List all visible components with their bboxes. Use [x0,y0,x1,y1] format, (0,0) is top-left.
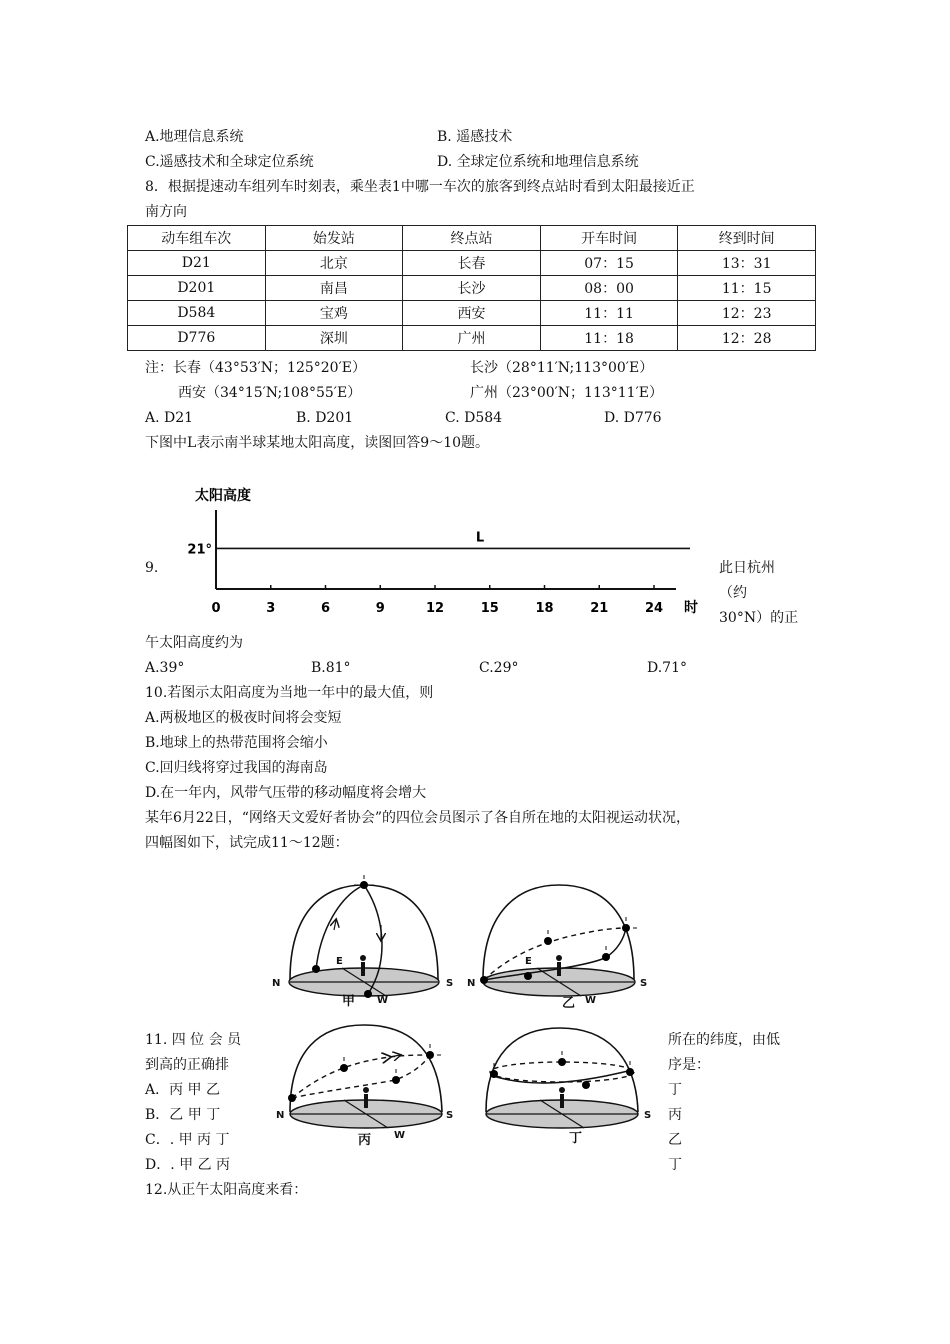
q11-option-d: D．. 甲 乙 丙 [145,1157,231,1173]
q11-option-a-end: 丁 [668,1082,682,1098]
q8-option-d: D. D776 [604,410,662,426]
q8-note-xian: 西安（34°15′N;108°55′E） [178,385,362,401]
table-header: 始发站 [265,226,403,251]
x-tick-label: 12 [425,601,445,616]
label-n: N [272,978,281,989]
x-tick-label: 15 [480,601,499,616]
table-cell: 长春 [403,251,541,276]
table-cell: 南昌 [265,276,403,301]
label-w: W [377,995,389,1006]
table-cell: 08：00 [540,276,678,301]
q9-option-c: C.29° [479,660,519,676]
q8-stem: 8．根据提速动车组列车时刻表，乘坐表1中哪一车次的旅客到终点站时看到太阳最接近正 [145,179,695,195]
intro-11-12: 某年6月22日，“网络天文爱好者协会”的四位会员图示了各自所在地的太阳视运动状况， [145,810,691,826]
q7-option-b: B. 遥感技术 [437,129,513,145]
q10-option-c: C.回归线将穿过我国的海南岛 [145,760,328,776]
table-header: 终到时间 [678,226,816,251]
table-cell: D584 [128,301,266,326]
dome-bing [276,1025,453,1148]
dome-caption-ding: 丁 [569,1131,583,1146]
q8-stem-cont: 南方向 [145,204,187,220]
q9-right-text-3: 30°N）的正 [719,610,799,626]
q10-option-a: A.两极地区的极夜时间将会变短 [145,710,342,726]
q8-note-changchun: 注：长春（43°53′N；125°20′E） [145,360,366,376]
label-s: S [446,1110,454,1121]
label-w: W [585,995,597,1006]
table-cell: 11：15 [678,276,816,301]
q11-stem-left-1: 11. 四 位 会 员 [145,1032,242,1048]
q11-option-c: C．. 甲 丙 丁 [145,1132,230,1148]
table-cell: 13：31 [678,251,816,276]
dome-caption-yi: 乙 [562,996,576,1011]
x-tick-label: 3 [266,601,276,616]
table-cell: 宝鸡 [265,301,403,326]
q8-note-changsha: 长沙（28°11′N;113°00′E） [470,360,654,376]
q11-option-c-end: 乙 [668,1132,682,1148]
table-cell: 西安 [403,301,541,326]
q7-option-a: A.地理信息系统 [145,129,244,145]
series-label-l: L [475,530,485,546]
label-n: N [467,978,476,989]
q9-right-text-2: （约 [719,585,747,601]
table-cell: 广州 [403,326,541,351]
x-tick-label: 18 [535,601,554,616]
q11-stem-left-2: 到高的正确排 [145,1057,229,1073]
table-cell: 12：28 [678,326,816,351]
q7-option-d: D. 全球定位系统和地理信息系统 [437,154,639,170]
label-w: W [394,1130,406,1141]
y-axis-label: 太阳高度 [195,488,251,504]
dome-caption-bing: 丙 [358,1133,372,1148]
table-cell: 07：15 [540,251,678,276]
q7-option-c: C.遥感技术和全球定位系统 [145,154,314,170]
label-e: E [525,956,532,967]
q12-stem: 12.从正午太阳高度来看： [145,1182,308,1198]
x-tick-label: 6 [320,601,331,616]
q9-right-text-1: 此日杭州 [719,560,775,576]
y-tick-label: 21° [187,542,212,558]
table-cell: 12：23 [678,301,816,326]
q10-option-b: B.地球上的热带范围将会缩小 [145,735,328,751]
table-cell: D776 [128,326,266,351]
x-axis-label: 时 [684,600,698,616]
x-tick-label: 9 [375,601,385,616]
x-tick-label: 21 [590,601,609,616]
label-s: S [644,1110,652,1121]
q9-stem-cont: 午太阳高度约为 [145,635,243,651]
q10-stem: 10.若图示太阳高度为当地一年中的最大值，则 [145,685,434,701]
q10-option-d: D.在一年内，风带气压带的移动幅度将会增大 [145,785,427,801]
intro-9-10: 下图中L表示南半球某地太阳高度，读图回答9～10题。 [145,435,490,451]
q11-stem-right-2: 序是： [668,1057,710,1073]
label-s: S [446,978,454,989]
q9-option-b: B.81° [311,660,351,676]
q11-option-b-end: 丙 [668,1107,682,1123]
q9-option-a: A.39° [145,660,185,676]
label-n: N [276,1110,285,1121]
x-tick-label: 24 [644,601,664,616]
dome-caption-jia: 甲 [342,994,356,1009]
intro-11-12-cont: 四幅图如下，试完成11～12题： [145,835,349,851]
table-cell: 长沙 [403,276,541,301]
table-header: 动车组车次 [128,226,266,251]
dome-jia [272,875,453,1009]
label-s: S [640,978,648,989]
table-cell: D21 [128,251,266,276]
dome-yi [467,885,647,1011]
q9-number: 9. [145,560,159,576]
q8-option-c: C. D584 [445,410,503,426]
q11-option-d-end: 丁 [668,1157,682,1173]
table-header: 终点站 [403,226,541,251]
table-cell: 北京 [265,251,403,276]
q8-option-b: B. D201 [296,410,354,426]
q8-option-a: A. D21 [145,410,194,426]
label-e: E [336,956,343,967]
table-cell: 深圳 [265,326,403,351]
table-cell: 11：11 [540,301,678,326]
table-cell: D201 [128,276,266,301]
q9-option-d: D.71° [647,660,687,676]
x-tick-label: 0 [211,601,221,616]
q11-stem-right-1: 所在的纬度，由低 [668,1032,780,1048]
table-header: 开车时间 [540,226,678,251]
dome-ding [486,1028,651,1146]
q11-option-b: B．乙 甲 丁 [145,1107,221,1123]
q11-option-a: A．丙 甲 乙 [145,1082,221,1098]
table-cell: 11：18 [540,326,678,351]
q8-note-guangzhou: 广州（23°00′N；113°11′E） [470,385,663,401]
